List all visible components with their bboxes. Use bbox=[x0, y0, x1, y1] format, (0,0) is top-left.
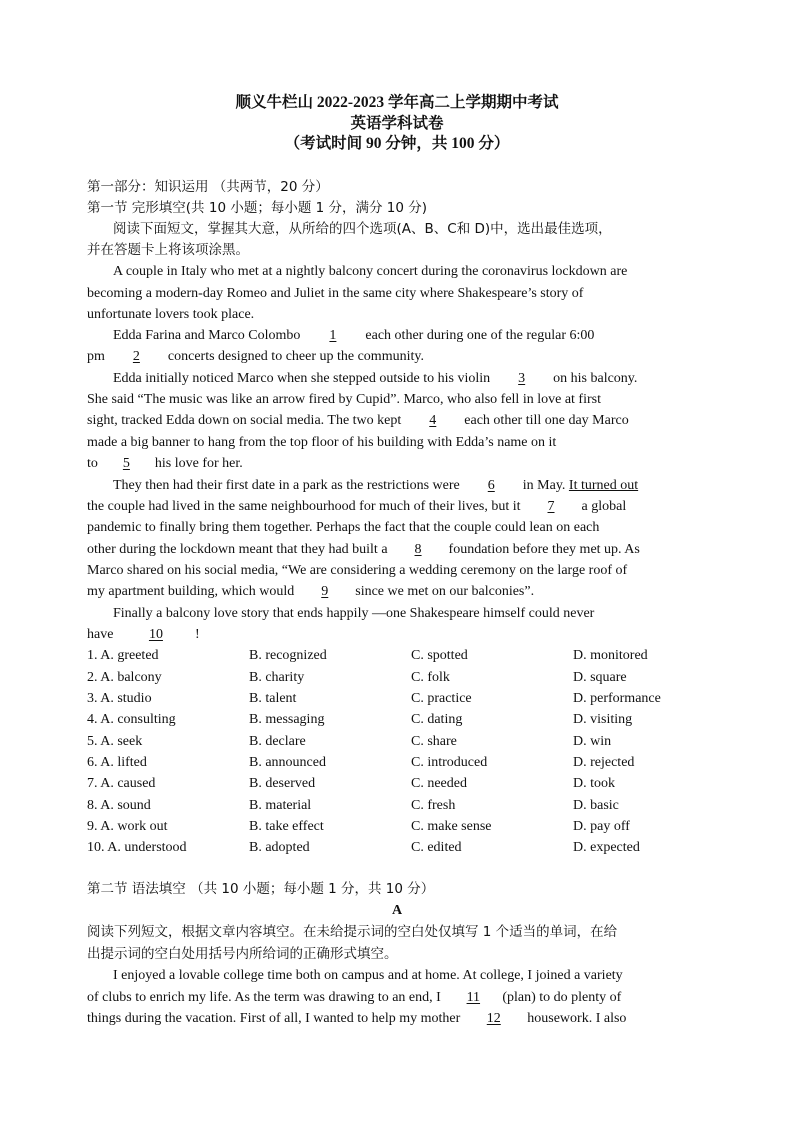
passage-line: have 10 ! bbox=[87, 627, 200, 642]
passage-line: A couple in Italy who met at a nightly balcony concert during the coronavirus lockdown are bbox=[113, 264, 628, 279]
option-b: B. adopted bbox=[249, 840, 310, 855]
option-c: C. dating bbox=[411, 712, 463, 727]
option-b: B. talent bbox=[249, 691, 297, 706]
passage-line: things during the vacation. First of all, I wanted to help my mother 12 housework. I also bbox=[87, 1011, 627, 1026]
blank-11: 11 bbox=[466, 990, 481, 1005]
exam-duration: （考试时间 90 分钟，共 100 分） bbox=[284, 135, 510, 152]
option-d: D. basic bbox=[573, 798, 619, 813]
passage-line: She said “The music was like an arrow fired by Cupid”. Marco, who also fell in love at first bbox=[87, 392, 601, 407]
section1-instruction: 阅读下面短文，掌握其大意，从所给的四个选项(A、B、C和 D)中，选出最佳选项， bbox=[113, 221, 612, 237]
option-b: B. messaging bbox=[249, 712, 325, 727]
section2-instruction-cont: 出提示词的空白处用括号内所给词的正确形式填空。 bbox=[87, 946, 398, 962]
option-b: B. charity bbox=[249, 670, 305, 685]
option-d: D. pay off bbox=[573, 819, 630, 834]
option-a: 1. A. greeted bbox=[87, 648, 159, 663]
option-b: B. material bbox=[249, 798, 312, 813]
section1-heading: 第一节 完形填空(共 10 小题；每小题 1 分，满分 10 分) bbox=[87, 200, 428, 216]
option-d: D. square bbox=[573, 670, 627, 685]
option-c: C. spotted bbox=[411, 648, 468, 663]
passage-line: Marco shared on his social media, “We are considering a wedding ceremony on the large roof of bbox=[87, 563, 628, 578]
option-c: C. introduced bbox=[411, 755, 488, 770]
option-a: 10. A. understood bbox=[87, 840, 187, 855]
option-c: C. make sense bbox=[411, 819, 492, 834]
option-a: 6. A. lifted bbox=[87, 755, 147, 770]
passage-line: the couple had lived in the same neighbourhood for much of their lives, but it 7 a global bbox=[87, 499, 627, 514]
option-d: D. monitored bbox=[573, 648, 648, 663]
option-a: 4. A. consulting bbox=[87, 712, 176, 727]
option-c: C. fresh bbox=[411, 798, 456, 813]
section1-instruction-cont: 并在答题卡上将该项涂黑。 bbox=[87, 242, 249, 258]
passage-line: made a big banner to hang from the top floor of his building with Edda’s name on it bbox=[87, 435, 557, 450]
passage-line: becoming a modern-day Romeo and Juliet in the same city where Shakespeare’s story of bbox=[87, 286, 584, 301]
blank-5: 5 bbox=[122, 456, 130, 471]
option-d: D. expected bbox=[573, 840, 640, 855]
passage-line: pandemic to finally bring them together. Perhaps the fact that the couple could lean on each bbox=[87, 520, 600, 535]
blank-3: 3 bbox=[518, 371, 526, 386]
blank-9: 9 bbox=[321, 584, 329, 599]
section2-heading: 第二节 语法填空 （共 10 小题；每小题 1 分，共 10 分） bbox=[87, 881, 435, 897]
option-a: 7. A. caused bbox=[87, 776, 156, 791]
option-b: B. take effect bbox=[249, 819, 324, 834]
exam-subject: 英语学科试卷 bbox=[350, 115, 444, 132]
blank-8: 8 bbox=[414, 542, 422, 557]
option-a: 9. A. work out bbox=[87, 819, 168, 834]
passage-line: Edda Farina and Marco Colombo 1 each other during one of the regular 6:00 bbox=[113, 328, 595, 343]
option-d: D. win bbox=[573, 734, 612, 749]
option-b: B. deserved bbox=[249, 776, 316, 791]
passage-line: Edda initially noticed Marco when she stepped outside to his violin 3 on his balcony. bbox=[113, 371, 638, 386]
blank-10: 10 bbox=[148, 627, 163, 642]
option-c: C. practice bbox=[411, 691, 472, 706]
option-d: D. performance bbox=[573, 691, 661, 706]
passage-line: my apartment building, which would 9 since we met on our balconies”. bbox=[87, 584, 535, 599]
option-b: B. declare bbox=[249, 734, 306, 749]
option-b: B. recognized bbox=[249, 648, 327, 663]
option-c: C. needed bbox=[411, 776, 467, 791]
option-c: C. edited bbox=[411, 840, 462, 855]
option-a: 2. A. balcony bbox=[87, 670, 162, 685]
passage-line: They then had their first date in a park as the restrictions were 6 in May. It turned out bbox=[113, 478, 639, 493]
blank-6: 6 bbox=[487, 478, 495, 493]
passage-line: to 5 his love for her. bbox=[87, 456, 243, 471]
underlined-phrase: It turned out bbox=[568, 478, 639, 493]
exam-title: 顺义牛栏山 2022-2023 学年高二上学期期中考试 bbox=[235, 94, 559, 111]
passage-line: pm 2 concerts designed to cheer up the community. bbox=[87, 349, 424, 364]
option-c: C. share bbox=[411, 734, 457, 749]
passage-line: I enjoyed a lovable college time both on campus and at home. At college, I joined a variety bbox=[113, 968, 623, 983]
part1-heading: 第一部分：知识运用 （共两节，20 分） bbox=[87, 179, 329, 195]
option-d: D. rejected bbox=[573, 755, 635, 770]
option-a: 8. A. sound bbox=[87, 798, 151, 813]
blank-2: 2 bbox=[132, 349, 140, 364]
blank-7: 7 bbox=[547, 499, 555, 514]
blank-4: 4 bbox=[429, 413, 437, 428]
section2-instruction: 阅读下列短文，根据文章内容填空。在未给提示词的空白处仅填写 1 个适当的单词，在给 bbox=[87, 924, 618, 940]
option-a: 5. A. seek bbox=[87, 734, 143, 749]
option-d: D. took bbox=[573, 776, 615, 791]
option-b: B. announced bbox=[249, 755, 326, 770]
blank-12: 12 bbox=[486, 1011, 501, 1026]
option-a: 3. A. studio bbox=[87, 691, 152, 706]
blank-1: 1 bbox=[329, 328, 337, 343]
option-d: D. visiting bbox=[573, 712, 633, 727]
passage-line: other during the lockdown meant that they had built a 8 foundation before they met up. As bbox=[87, 542, 640, 557]
passage-label-a: A bbox=[391, 903, 403, 918]
passage-line: Finally a balcony love story that ends happily —one Shakespeare himself could never bbox=[113, 606, 595, 621]
option-c: C. folk bbox=[411, 670, 450, 685]
passage-line: sight, tracked Edda down on social media. The two kept 4 each other till one day Marco bbox=[87, 413, 629, 428]
passage-line: unfortunate lovers took place. bbox=[87, 307, 255, 322]
passage-line: of clubs to enrich my life. As the term was drawing to an end, I 11 (plan) to do plenty of bbox=[87, 990, 622, 1005]
